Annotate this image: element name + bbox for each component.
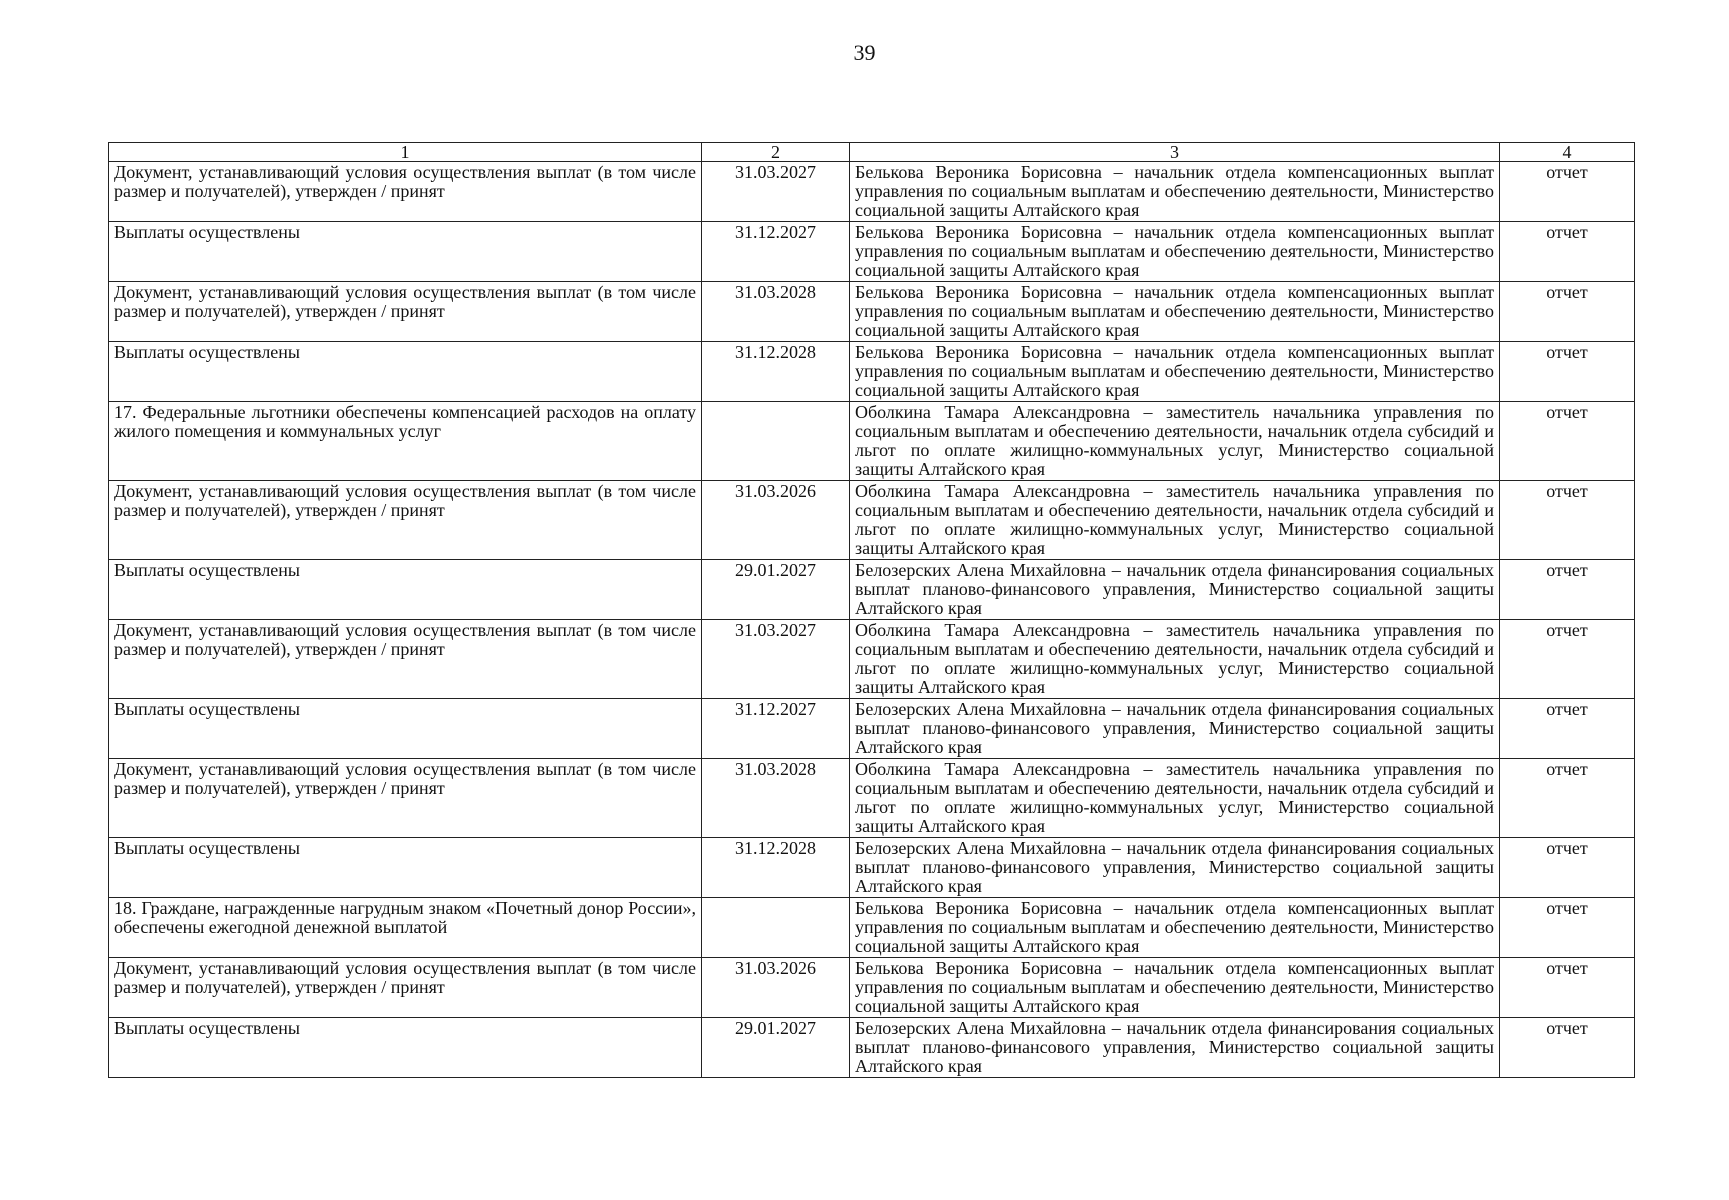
deadline-date-cell: 29.01.2027 [702,1018,850,1078]
activity-name-cell: 18. Граждане, награжденные нагрудным знаком «Почетный донор России», обеспечены ежегодной денежной выплатой [109,898,702,958]
table-row [109,838,1635,898]
result-type-cell: отчет [1500,620,1635,699]
responsible-person-cell: Оболкина Тамара Александровна – заместитель начальника управления по социальным выплатам и обеспечению деятельности, начальник отдела субсидий и льгот по оплате жилищно-коммунальных услуг, Министерство социальной защиты Алтайского края [850,620,1500,699]
table-row [109,222,1635,282]
activity-name-cell: Выплаты осуществлены [109,699,702,759]
responsible-person-cell: Белькова Вероника Борисовна – начальник отдела компенсационных выплат управления по социальным выплатам и обеспечению деятельности, Министерство социальной защиты Алтайского края [850,958,1500,1018]
page-number: 39 [853,40,876,65]
table-row [109,282,1635,342]
result-type-cell: отчет [1500,898,1635,958]
result-type-cell: отчет [1500,481,1635,560]
table-row [109,759,1635,838]
table-row [109,402,1635,481]
deadline-date-cell: 31.03.2026 [702,481,850,560]
column-header-2: 2 [702,143,850,162]
table-row [109,958,1635,1018]
activity-name-cell: Выплаты осуществлены [109,560,702,620]
table-row [109,898,1635,958]
column-header-4: 4 [1500,143,1635,162]
table-row [109,1018,1635,1078]
activity-name-cell: Выплаты осуществлены [109,342,702,402]
deadline-date-cell [702,898,850,958]
result-type-cell: отчет [1500,162,1635,222]
responsible-person-cell: Белькова Вероника Борисовна – начальник отдела компенсационных выплат управления по социальным выплатам и обеспечению деятельности, Министерство социальной защиты Алтайского края [850,342,1500,402]
column-header-3: 3 [850,143,1500,162]
table-row [109,560,1635,620]
deadline-date-cell: 31.03.2028 [702,759,850,838]
responsible-person-cell: Белькова Вероника Борисовна – начальник отдела компенсационных выплат управления по социальным выплатам и обеспечению деятельности, Министерство социальной защиты Алтайского края [850,282,1500,342]
table-row [109,162,1635,222]
deadline-date-cell: 31.12.2028 [702,342,850,402]
activity-name-cell: Документ, устанавливающий условия осуществления выплат (в том числе размер и получателей), утвержден / принят [109,481,702,560]
activity-name-cell: Документ, устанавливающий условия осуществления выплат (в том числе размер и получателей), утвержден / принят [109,162,702,222]
deadline-date-cell: 31.12.2027 [702,699,850,759]
responsible-person-cell: Оболкина Тамара Александровна – заместитель начальника управления по социальным выплатам и обеспечению деятельности, начальник отдела субсидий и льгот по оплате жилищно-коммунальных услуг, Министерство социальной защиты Алтайского края [850,402,1500,481]
responsible-person-cell: Белькова Вероника Борисовна – начальник отдела компенсационных выплат управления по социальным выплатам и обеспечению деятельности, Министерство социальной защиты Алтайского края [850,898,1500,958]
deadline-date-cell: 31.12.2028 [702,838,850,898]
deadline-date-cell: 31.03.2027 [702,620,850,699]
responsible-person-cell: Белькова Вероника Борисовна – начальник отдела компенсационных выплат управления по социальным выплатам и обеспечению деятельности, Министерство социальной защиты Алтайского края [850,222,1500,282]
responsible-person-cell: Оболкина Тамара Александровна – заместитель начальника управления по социальным выплатам и обеспечению деятельности, начальник отдела субсидий и льгот по оплате жилищно-коммунальных услуг, Министерство социальной защиты Алтайского края [850,481,1500,560]
result-type-cell: отчет [1500,282,1635,342]
table-body [109,143,1635,1078]
result-type-cell: отчет [1500,1018,1635,1078]
deadline-date-cell: 31.12.2027 [702,222,850,282]
responsible-person-cell: Оболкина Тамара Александровна – заместитель начальника управления по социальным выплатам и обеспечению деятельности, начальник отдела субсидий и льгот по оплате жилищно-коммунальных услуг, Министерство социальной защиты Алтайского края [850,759,1500,838]
responsible-person-cell: Белозерских Алена Михайловна – начальник отдела финансирования социальных выплат планово-финансового управления, Министерство социальной защиты Алтайского края [850,699,1500,759]
column-number-header [109,143,1635,162]
result-type-cell: отчет [1500,402,1635,481]
responsible-person-cell: Белькова Вероника Борисовна – начальник отдела компенсационных выплат управления по социальным выплатам и обеспечению деятельности, Министерство социальной защиты Алтайского края [850,162,1500,222]
result-type-cell: отчет [1500,560,1635,620]
table-row [109,620,1635,699]
deadline-date-cell [702,402,850,481]
activity-name-cell: Документ, устанавливающий условия осуществления выплат (в том числе размер и получателей), утвержден / принят [109,958,702,1018]
activity-name-cell: Документ, устанавливающий условия осуществления выплат (в том числе размер и получателей), утвержден / принят [109,620,702,699]
activity-name-cell: Документ, устанавливающий условия осуществления выплат (в том числе размер и получателей), утвержден / принят [109,282,702,342]
result-type-cell: отчет [1500,222,1635,282]
result-type-cell: отчет [1500,342,1635,402]
activity-name-cell: Выплаты осуществлены [109,1018,702,1078]
result-type-cell: отчет [1500,838,1635,898]
deadline-date-cell: 31.03.2026 [702,958,850,1018]
activity-name-cell: Выплаты осуществлены [109,222,702,282]
activity-name-cell: Документ, устанавливающий условия осуществления выплат (в том числе размер и получателей), утвержден / принят [109,759,702,838]
table-row [109,342,1635,402]
deadline-date-cell: 31.03.2027 [702,162,850,222]
activities-table [108,142,1635,1078]
responsible-person-cell: Белозерских Алена Михайловна – начальник отдела финансирования социальных выплат планово-финансового управления, Министерство социальной защиты Алтайского края [850,560,1500,620]
result-type-cell: отчет [1500,958,1635,1018]
responsible-person-cell: Белозерских Алена Михайловна – начальник отдела финансирования социальных выплат планово-финансового управления, Министерство социальной защиты Алтайского края [850,1018,1500,1078]
responsible-person-cell: Белозерских Алена Михайловна – начальник отдела финансирования социальных выплат планово-финансового управления, Министерство социальной защиты Алтайского края [850,838,1500,898]
activity-name-cell: 17. Федеральные льготники обеспечены компенсацией расходов на оплату жилого помещения и коммунальных услуг [109,402,702,481]
column-header-1: 1 [109,143,702,162]
deadline-date-cell: 29.01.2027 [702,560,850,620]
table-row [109,699,1635,759]
activity-name-cell: Выплаты осуществлены [109,838,702,898]
table-row [109,481,1635,560]
result-type-cell: отчет [1500,759,1635,838]
deadline-date-cell: 31.03.2028 [702,282,850,342]
result-type-cell: отчет [1500,699,1635,759]
